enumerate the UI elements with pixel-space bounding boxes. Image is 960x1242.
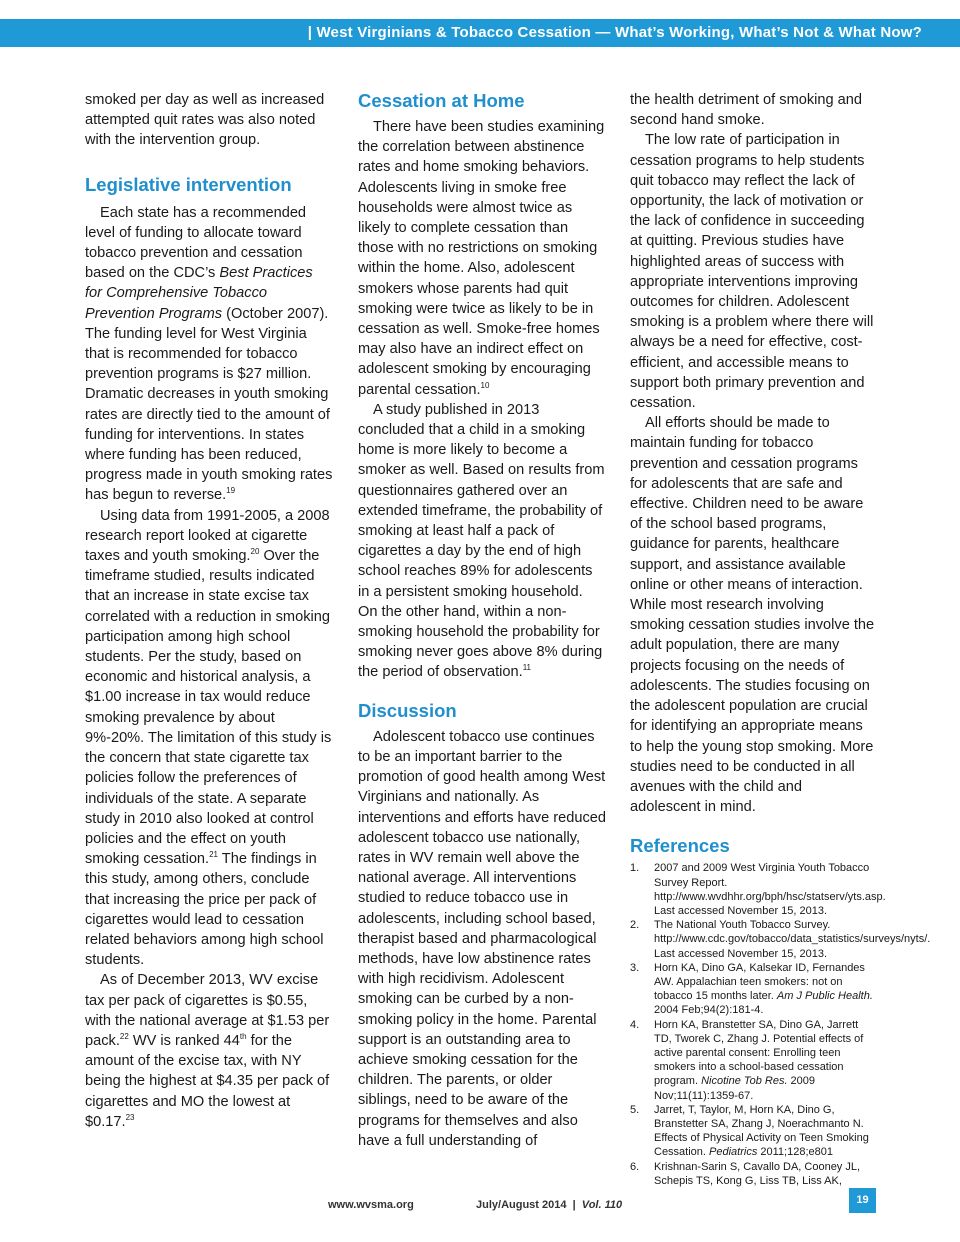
references-heading: References xyxy=(630,835,730,857)
col2-paragraph-3: Adolescent tobacco use continues to be an important barrier to the promotion of good health among West Virginians and nationally. As interventions and efforts have reduced adolescent tobacco use nationally, rates in WV remain well above the national average. All interventions studied to reduce tobacco use in adolescents, including school based, therapist based and pharmacological methods, have low abstinence rates with high recidivism. Adolescent smoking can be curbed by a non-smoking policy in the home. Parental support is an outstanding area to achieve smoking cessation for the children. The parents, or older siblings, need to be aware of the programs for themselves and also have a full understanding of xyxy=(358,728,606,1149)
col2-paragraph-2 xyxy=(358,400,606,683)
reference-text: Krishnan-Sarin S, Cavallo DA, Cooney JL, Schepis TS, Kong G, Liss TB, Liss AK, xyxy=(654,1160,861,1187)
issue-date: July/August 2014 | xyxy=(476,1199,582,1211)
col1-paragraph-1 xyxy=(85,203,333,506)
col1-paragraph-3 xyxy=(85,970,333,1132)
column-2 xyxy=(358,90,606,1151)
reference-item xyxy=(630,1103,876,1160)
text-run: (October 2007). The funding level for West Virginia that is recommended for tobacco prevention programs is $27 million. Dramatic decreases in youth smoking rates are directly tied to the amount of funding for interventions. In states where funding has been reduced, progress made in youth smoking rates has begun to reverse. xyxy=(85,305,333,504)
footer-website-link[interactable]: www.wvsma.org xyxy=(328,1199,414,1211)
page-number-badge: 19 xyxy=(849,1188,876,1213)
text-run: Each state has a recommended level of funding to allocate toward tobacco prevention and cessation based on the CDC’s xyxy=(85,204,307,282)
italic-title: Best Practices for Comprehensive Tobacco Prevention Programs xyxy=(85,265,313,322)
col1-paragraph-2 xyxy=(85,506,333,971)
reference-text: 2007 and 2009 West Virginia Youth Tobacco Survey Report. http://www.wvdhhr.org/bph/hsc/statserv/yts.asp. Last accessed November 15, 2013. xyxy=(654,862,886,917)
journal-name: Am J Public Health. xyxy=(776,990,873,1003)
discussion-heading: Discussion xyxy=(358,699,457,721)
reference-text: Horn KA, Dino GA, Kalsekar ID, Fernandes AW. Appalachian teen smokers: not on tobacco 15 months later. xyxy=(654,961,865,1003)
footer xyxy=(0,1199,960,1219)
ordinal-suffix: th xyxy=(239,1031,247,1041)
footnote-ref: 22 xyxy=(119,1031,129,1041)
reference-number: 4. xyxy=(630,1018,640,1031)
reference-item xyxy=(630,918,931,961)
text-run: for the amount of the excise tax, with NY being the highest at $4.35 per pack of cigarettes and MO the lowest at $0.17. xyxy=(85,1032,330,1130)
reference-item xyxy=(630,1018,876,1103)
footnote-ref: 10 xyxy=(480,380,490,390)
reference-number: 3. xyxy=(630,961,640,974)
footer-issue-info xyxy=(476,1199,622,1211)
reference-text: 2009 Nov;11(11):1359-67. xyxy=(654,1075,816,1102)
reference-text: 2011;128;e801 xyxy=(757,1146,833,1159)
text-run: There have been studies examining the correlation between abstinence rates and home smoking behaviors. Adolescents living in smoke free households were almost twice as likely to complete cessation than those with no restrictions on smoking within the home. Also, adolescent smokers whose parents had quit smoking were twice as likely to be in cessation as well. Smoke-free homes may also have an indirect effect on adolescent smoking by encouraging parental cessation. xyxy=(358,119,605,398)
reference-item xyxy=(630,861,886,918)
footnote-ref: 21 xyxy=(209,850,219,860)
journal-name: Pediatrics xyxy=(709,1146,758,1159)
col2-paragraph-1 xyxy=(358,117,606,400)
legislative-intervention-heading: Legislative intervention xyxy=(85,173,292,195)
references-list xyxy=(630,861,931,1188)
text-run: Over the timeframe studied, results indicated that an increase in state excise tax correlated with a reduction in smoking participation among high school students. Per the study, based on economic and historical analysis, a $1.00 increase in tax would reduce smoking prevalence by about 9%-20%. The limitation of this study is the concern that state cigarette tax policies follow the preferences of individuals of the state. A separate study in 2010 also looked at control policies and the effect on youth smoking cessation. xyxy=(85,548,332,868)
header-bar xyxy=(0,19,960,47)
header-title: | West Virginians & Tobacco Cessation — What’s Working, What’s Not & What Now? xyxy=(307,24,922,41)
col1-intro-paragraph: smoked per day as well as increased attempted quit rates was also noted with the intervention group. xyxy=(85,92,325,149)
cessation-at-home-heading: Cessation at Home xyxy=(358,90,525,111)
reference-item xyxy=(630,1160,876,1188)
reference-text: Horn KA, Branstetter SA, Dino GA, Jarrett TD, Tworek C, Zhang J. Potential effects of active parental consent: Enrolling teen smokers into a school-based cessation program. xyxy=(654,1018,864,1088)
reference-number: 5. xyxy=(630,1103,640,1116)
col3-paragraph-1: the health detriment of smoking and second hand smoke. xyxy=(630,92,863,129)
col3-paragraph-2: The low rate of participation in cessation programs to help students quit tobacco may reflect the lack of opportunity, the lack of motivation or the lack of confidence in succeeding at quitting. Previous studies have highlighted areas of success with appropriate interventions improving outcomes for children. Adolescent smoking is a problem where there will always be a need for effective, cost-efficient, and accessible means to support both primary prevention and cessation. xyxy=(630,132,874,412)
footnote-ref: 20 xyxy=(250,547,260,557)
reference-number: 6. xyxy=(630,1160,640,1173)
footnote-ref: 23 xyxy=(125,1112,135,1122)
column-3 xyxy=(630,90,931,1188)
reference-text: Jarret, T, Taylor, M, Horn KA, Dino G, Branstetter SA, Zhang J, Noerachmanto N. Effects of Physical Activity on Teen Smoking Cessation. xyxy=(654,1103,869,1159)
text-run: WV is ranked 44 xyxy=(128,1032,240,1049)
reference-text: 2004 Feb;94(2):181-4. xyxy=(654,1004,764,1017)
volume-number: Vol. 110 xyxy=(581,1199,623,1211)
col3-paragraph-3: All efforts should be made to maintain funding for tobacco prevention and cessation programs for adolescents that are safe and effective. Children need to be aware of the school based programs, guidance for parents, healthcare support, and assistance available online or other means of interaction. While most research involving smoking cessation studies involve the adult population, there are many projects focusing on the needs of adolescents. The studies focusing on the adolescent population are crucial for identifying an appropriate means to help the young stop smoking. More studies need to be conducted in all avenues with the child and adolescent in mind. xyxy=(630,415,875,816)
reference-number: 1. xyxy=(630,862,640,875)
text-run: As of December 2013, WV excise tax per pack of cigarettes is $0.55, with the national average at $1.53 per pack. xyxy=(85,972,330,1049)
reference-text: The National Youth Tobacco Survey. http://www.cdc.gov/tobacco/data_statistics/surveys/nyts/. Last accessed November 15, 2013. xyxy=(654,919,931,960)
journal-name: Nicotine Tob Res. xyxy=(701,1075,788,1088)
reference-item xyxy=(630,961,876,1018)
footnote-ref: 19 xyxy=(226,486,236,496)
column-1 xyxy=(85,90,333,1132)
reference-number: 2. xyxy=(630,919,640,932)
footnote-ref: 11 xyxy=(522,663,532,673)
text-run: Using data from 1991-2005, a 2008 research report looked at cigarette taxes and youth smoking. xyxy=(85,507,330,565)
text-run: The findings in this study, among others, conclude that increasing the price per pack of cigarettes would lead to cessation related behaviors among high school students. xyxy=(85,851,324,969)
text-run: A study published in 2013 concluded that a child in a smoking home is more likely to become a smoker as well. Based on results from questionnaires gathered over an extended timeframe, the probability of smoking at least half a pack of cigarettes a day by the end of high school reaches 89% for adolescents in a persistent smoking household. On the other hand, within a non-smoking household the probability for smoking never goes above 8% during the period of observation. xyxy=(358,401,605,681)
